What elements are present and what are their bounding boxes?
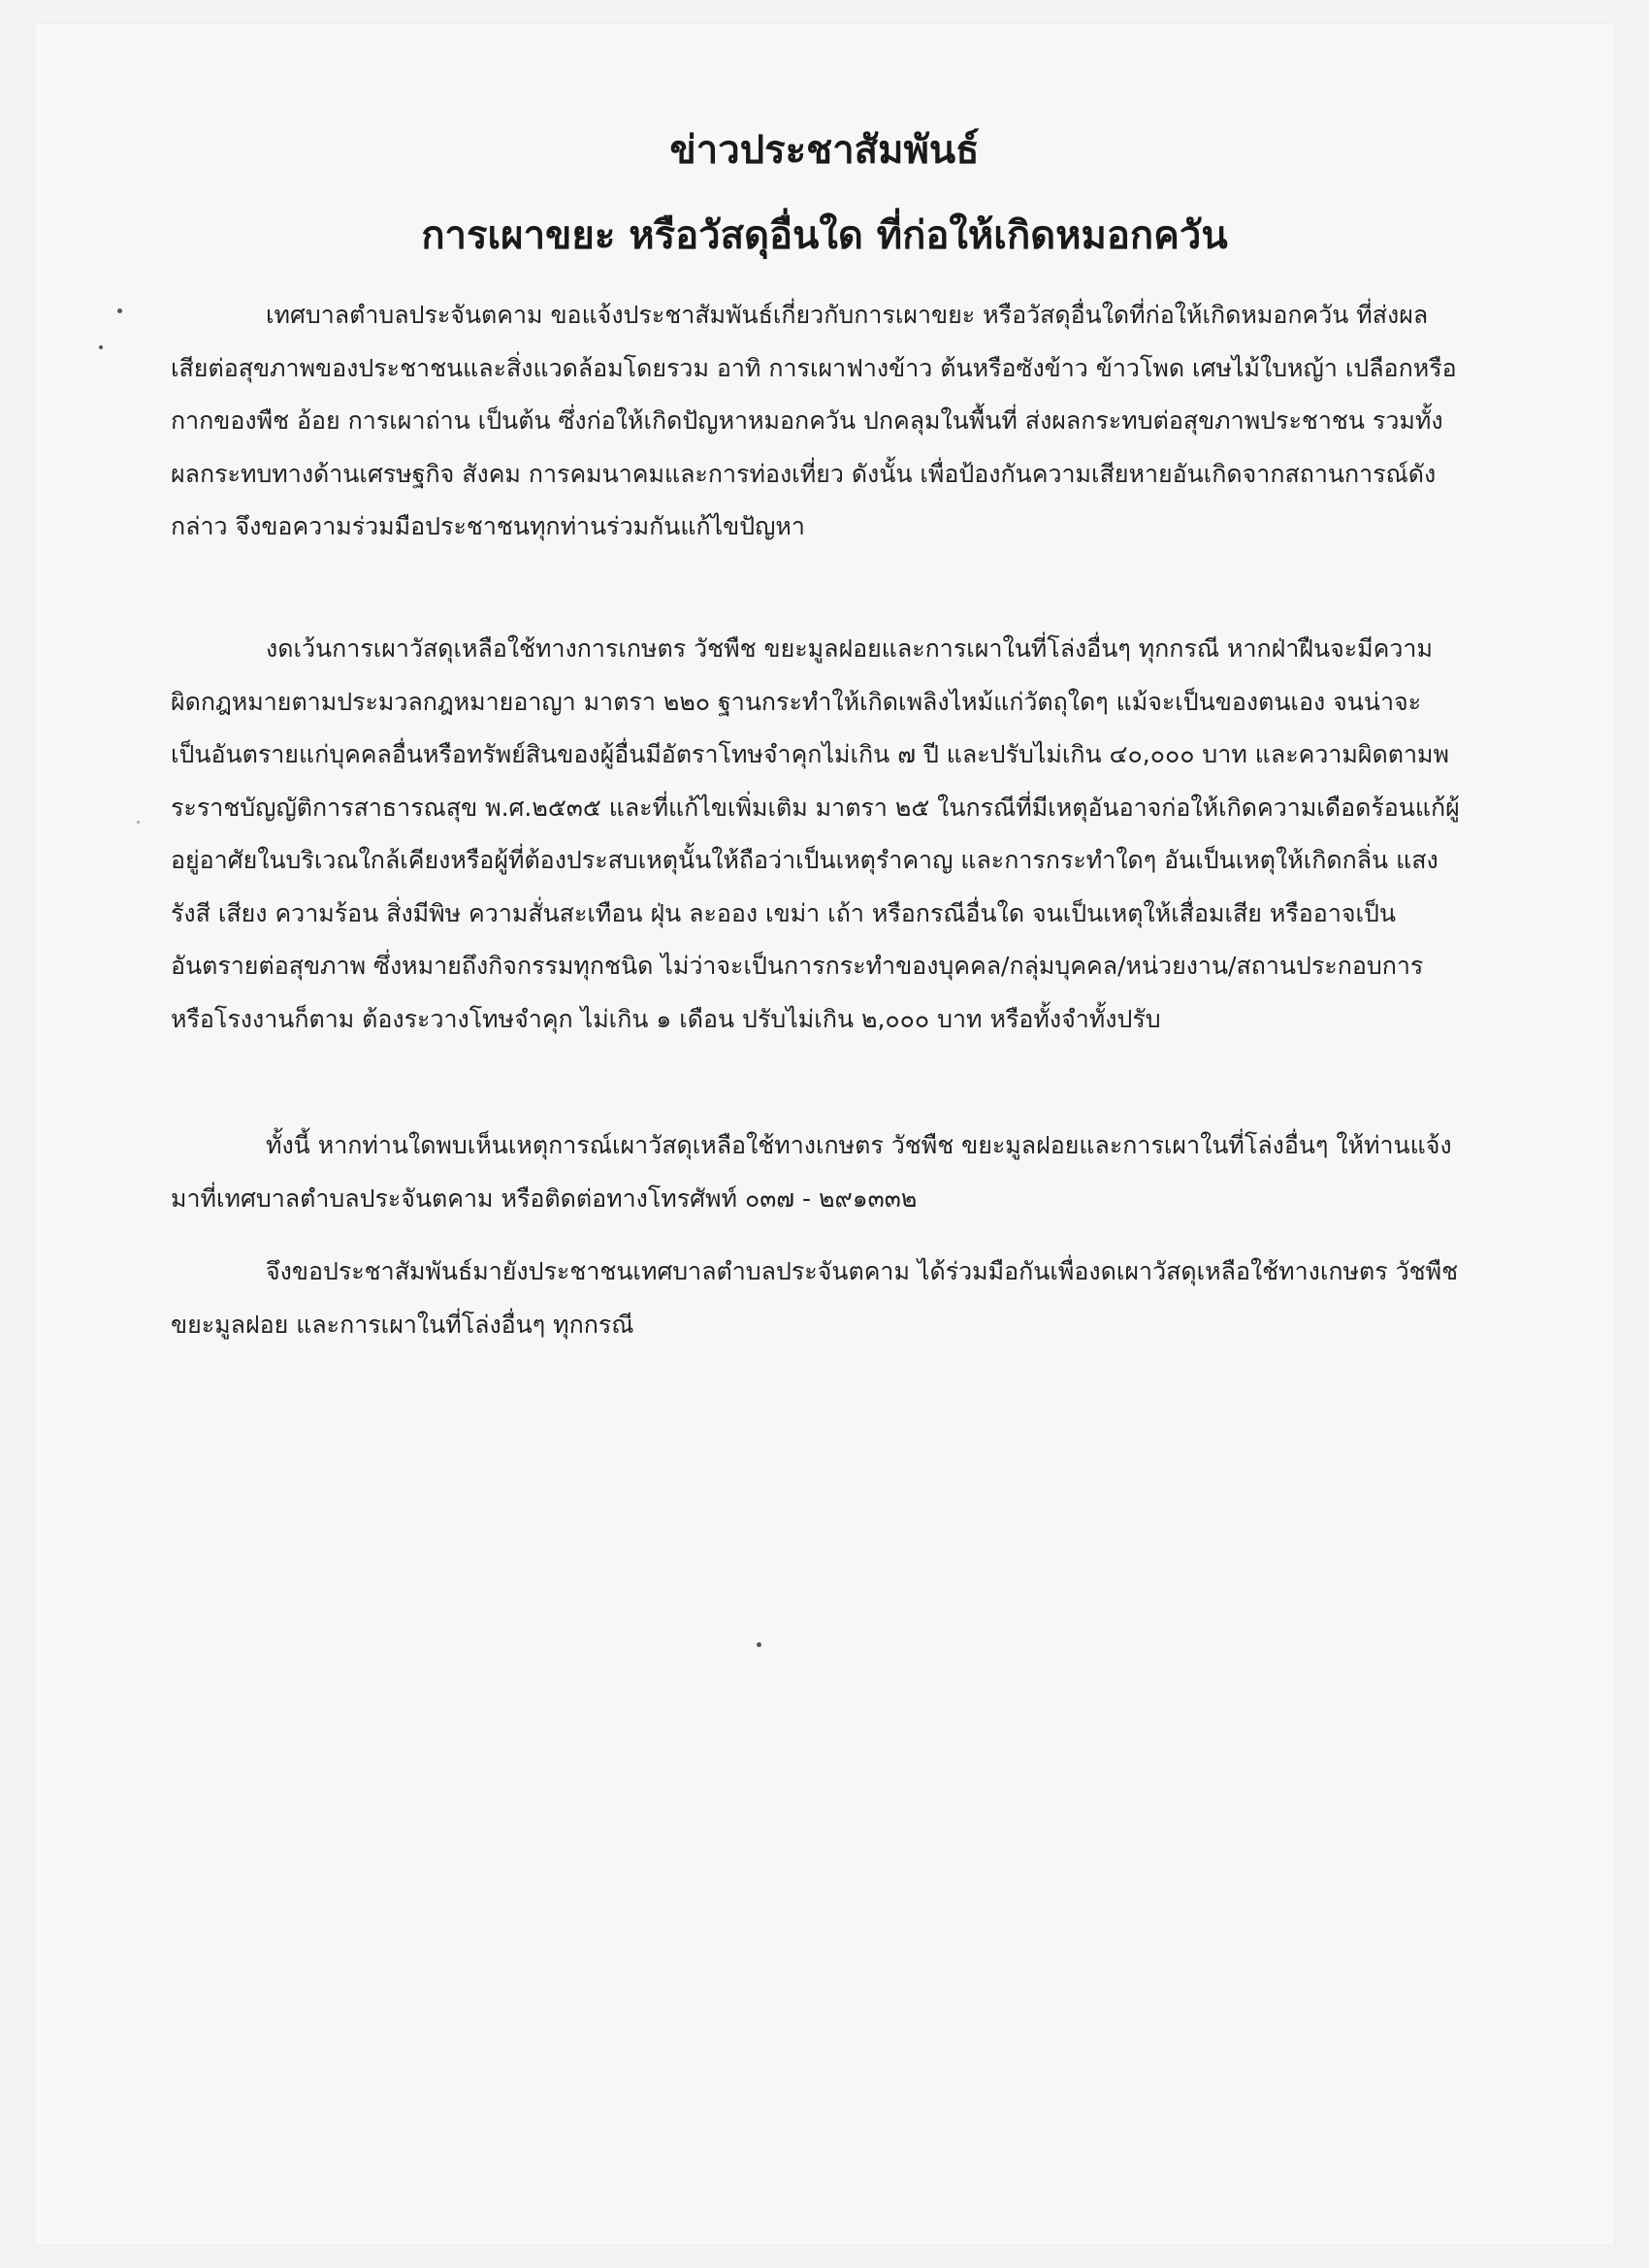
- paragraph-report-contact: ทั้งนี้ หากท่านใดพบเห็นเหตุการณ์เผาวัสดุเหลือใช้ทางเกษตร วัชพืช ขยะมูลฝอยและการเผาในที่โล่งอื่นๆ ให้ท่านแจ้งมาที่เทศบาลตำบลประจันตคาม หรือติดต่อทางโทรศัพท์ ๐๓๗ - ๒๙๑๓๓๒: [171, 1131, 1452, 1213]
- scan-speck: [137, 821, 140, 824]
- document-title: ข่าวประชาสัมพันธ์: [669, 128, 980, 173]
- scan-speck: [99, 345, 103, 349]
- document-subtitle: การเผาขยะ หรือวัสดุอื่นใด ที่ก่อให้เกิดหมอกควัน: [421, 213, 1228, 258]
- paragraph-intro: เทศบาลตำบลประจันตคาม ขอแจ้งประชาสัมพันธ์เกี่ยวกับการเผาขยะ หรือวัสดุอื่นใดที่ก่อให้เกิดหมอกควัน ที่ส่งผลเสียต่อสุขภาพของประชาชนและสิ่งแวดล้อมโดยรวม อาทิ การเผาฟางข้าว ต้นหรือซังข้าว ข้าวโพด เศษไม้ใบหญ้า เปลือกหรือกากของพืช อ้อย การเผาถ่าน เป็นต้น ซึ่งก่อให้เกิดปัญหาหมอกควัน ปกคลุมในพื้นที่ ส่งผลกระทบต่อสุขภาพประชาชน รวมทั้งผลกระทบทางด้านเศรษฐกิจ สังคม การคมนาคมและการท่องเที่ยว ดังนั้น เพื่อป้องกันความเสียหายอันเกิดจากสถานการณ์ดังกล่าว จึงขอความร่วมมือประชาชนทุกท่านร่วมกันแก้ไขปัญหา: [171, 301, 1457, 540]
- scan-speck: [757, 1642, 761, 1647]
- paragraph-closing: จึงขอประชาสัมพันธ์มายังประชาชนเทศบาลตำบลประจันตคาม ได้ร่วมมือกันเพื่องดเผาวัสดุเหลือใช้ทางเกษตร วัชพืช ขยะมูลฝอย และการเผาในที่โล่งอื่นๆ ทุกกรณี: [171, 1257, 1459, 1339]
- scan-speck: [117, 308, 122, 313]
- paragraph-legal-penalties: งดเว้นการเผาวัสดุเหลือใช้ทางการเกษตร วัชพืช ขยะมูลฝอยและการเผาในที่โล่งอื่นๆ ทุกกรณี หากฝ่าฝืนจะมีความผิดกฎหมายตามประมวลกฎหมายอาญา มาตรา ๒๒๐ ฐานกระทำให้เกิดเพลิงไหม้แก่วัตถุใดๆ แม้จะเป็นของตนเอง จนน่าจะเป็นอันตรายแก่บุคคลอื่นหรือทรัพย์สินของผู้อื่นมีอัตราโทษจำคุกไม่เกิน ๗ ปี และปรับไม่เกิน ๔๐,๐๐๐ บาท และความผิดตามพระราชบัญญัติการสาธารณสุข พ.ศ.๒๕๓๕ และที่แก้ไขเพิ่มเติม มาตรา ๒๕ ในกรณีที่มีเหตุอันอาจก่อให้เกิดความเดือดร้อนแก้ผู้อยู่อาศัยในบริเวณใกล้เคียงหรือผู้ที่ต้องประสบเหตุนั้นให้ถือว่าเป็นเหตุรำคาญ และการกระทำใดๆ อันเป็นเหตุให้เกิดกลิ่น แสง รังสี เสียง ความร้อน สิ่งมีพิษ ความสั่นสะเทือน ฝุ่น ละออง เขม่า เถ้า หรือกรณีอื่นใด จนเป็นเหตุให้เสื่อมเสีย หรืออาจเป็นอันตรายต่อสุขภาพ ซึ่งหมายถึงกิจกรรมทุกชนิด ไม่ว่าจะเป็นการกระทำของบุคคล/กลุ่มบุคคล/หน่วยงาน/สถานประกอบการหรือโรงงานก็ตาม ต้องระวางโทษจำคุก ไม่เกิน ๑ เดือน ปรับไม่เกิน ๒,๐๐๐ บาท หรือทั้งจำทั้งปรับ: [171, 634, 1460, 1033]
